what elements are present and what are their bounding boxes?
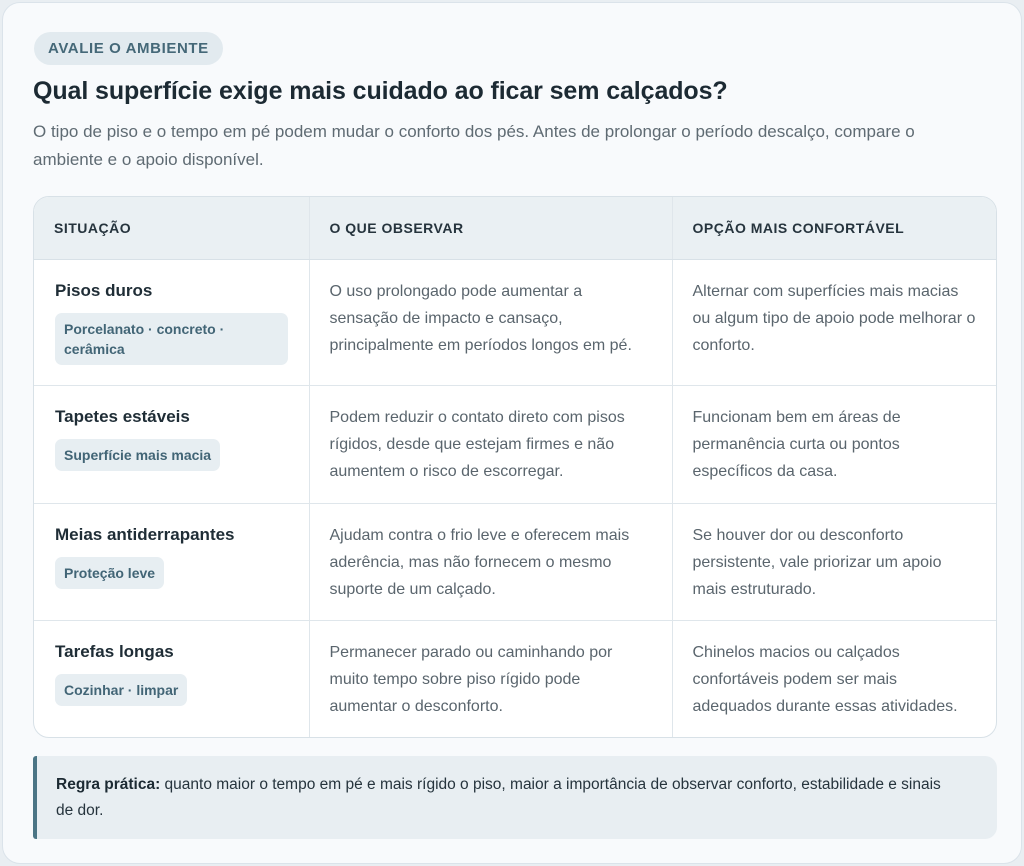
situation-tag: Cozinhar · limpar	[55, 674, 187, 706]
observe-cell: Ajudam contra o frio leve e oferecem mais aderência, mas não fornecem o mesmo suporte de um calçado.	[309, 503, 672, 620]
header-option: OPÇÃO MAIS CONFORTÁVEL	[672, 197, 997, 259]
note-text: quanto maior o tempo em pé e mais rígido o piso, maior a importância de observar conforto, estabilidade e sinais de dor.	[56, 776, 941, 819]
practical-rule-note	[33, 756, 997, 839]
situation-name: Meias antiderrapantes	[55, 524, 235, 544]
table-row	[34, 385, 997, 503]
comparison-table	[33, 196, 997, 738]
situation-name: Pisos duros	[55, 280, 153, 300]
option-cell: Se houver dor ou desconforto persistente, vale priorizar um apoio mais estruturado.	[672, 503, 997, 620]
table-row	[34, 503, 997, 620]
header-observe: O QUE OBSERVAR	[309, 197, 672, 259]
note-label: Regra prática:	[56, 776, 161, 793]
option-cell: Funcionam bem em áreas de permanência curta ou pontos específicos da casa.	[672, 385, 997, 503]
situation-cell	[34, 620, 309, 738]
content-card	[2, 2, 1022, 864]
page-subtitle: O tipo de piso e o tempo em pé podem mudar o conforto dos pés. Antes de prolongar o período descalço, compare o ambiente e o apoio disponível.	[33, 122, 915, 169]
table-row	[34, 259, 997, 385]
situation-tag: Porcelanato · concreto · cerâmica	[55, 313, 288, 365]
situation-tag: Proteção leve	[55, 557, 164, 589]
table-row	[34, 620, 997, 738]
observe-cell: Permanecer parado ou caminhando por muito tempo sobre piso rígido pode aumentar o desconforto.	[309, 620, 672, 738]
table-header-row	[34, 197, 997, 259]
option-cell: Chinelos macios ou calçados confortáveis podem ser mais adequados durante essas atividades.	[672, 620, 997, 738]
observe-cell: Podem reduzir o contato direto com pisos rígidos, desde que estejam firmes e não aumentem o risco de escorregar.	[309, 385, 672, 503]
observe-cell: O uso prolongado pode aumentar a sensação de impacto e cansaço, principalmente em períodos longos em pé.	[309, 259, 672, 385]
page-title: Qual superfície exige mais cuidado ao ficar sem calçados?	[33, 77, 728, 105]
situation-tag: Superfície mais macia	[55, 439, 220, 471]
situation-cell	[34, 503, 309, 620]
option-cell: Alternar com superfícies mais macias ou algum tipo de apoio pode melhorar o conforto.	[672, 259, 997, 385]
situation-name: Tarefas longas	[55, 641, 174, 661]
situation-name: Tapetes estáveis	[55, 406, 190, 426]
situation-cell	[34, 385, 309, 503]
section-badge: AVALIE O AMBIENTE	[34, 32, 223, 65]
situation-cell	[34, 259, 309, 385]
header-situation: SITUAÇÃO	[34, 197, 309, 259]
